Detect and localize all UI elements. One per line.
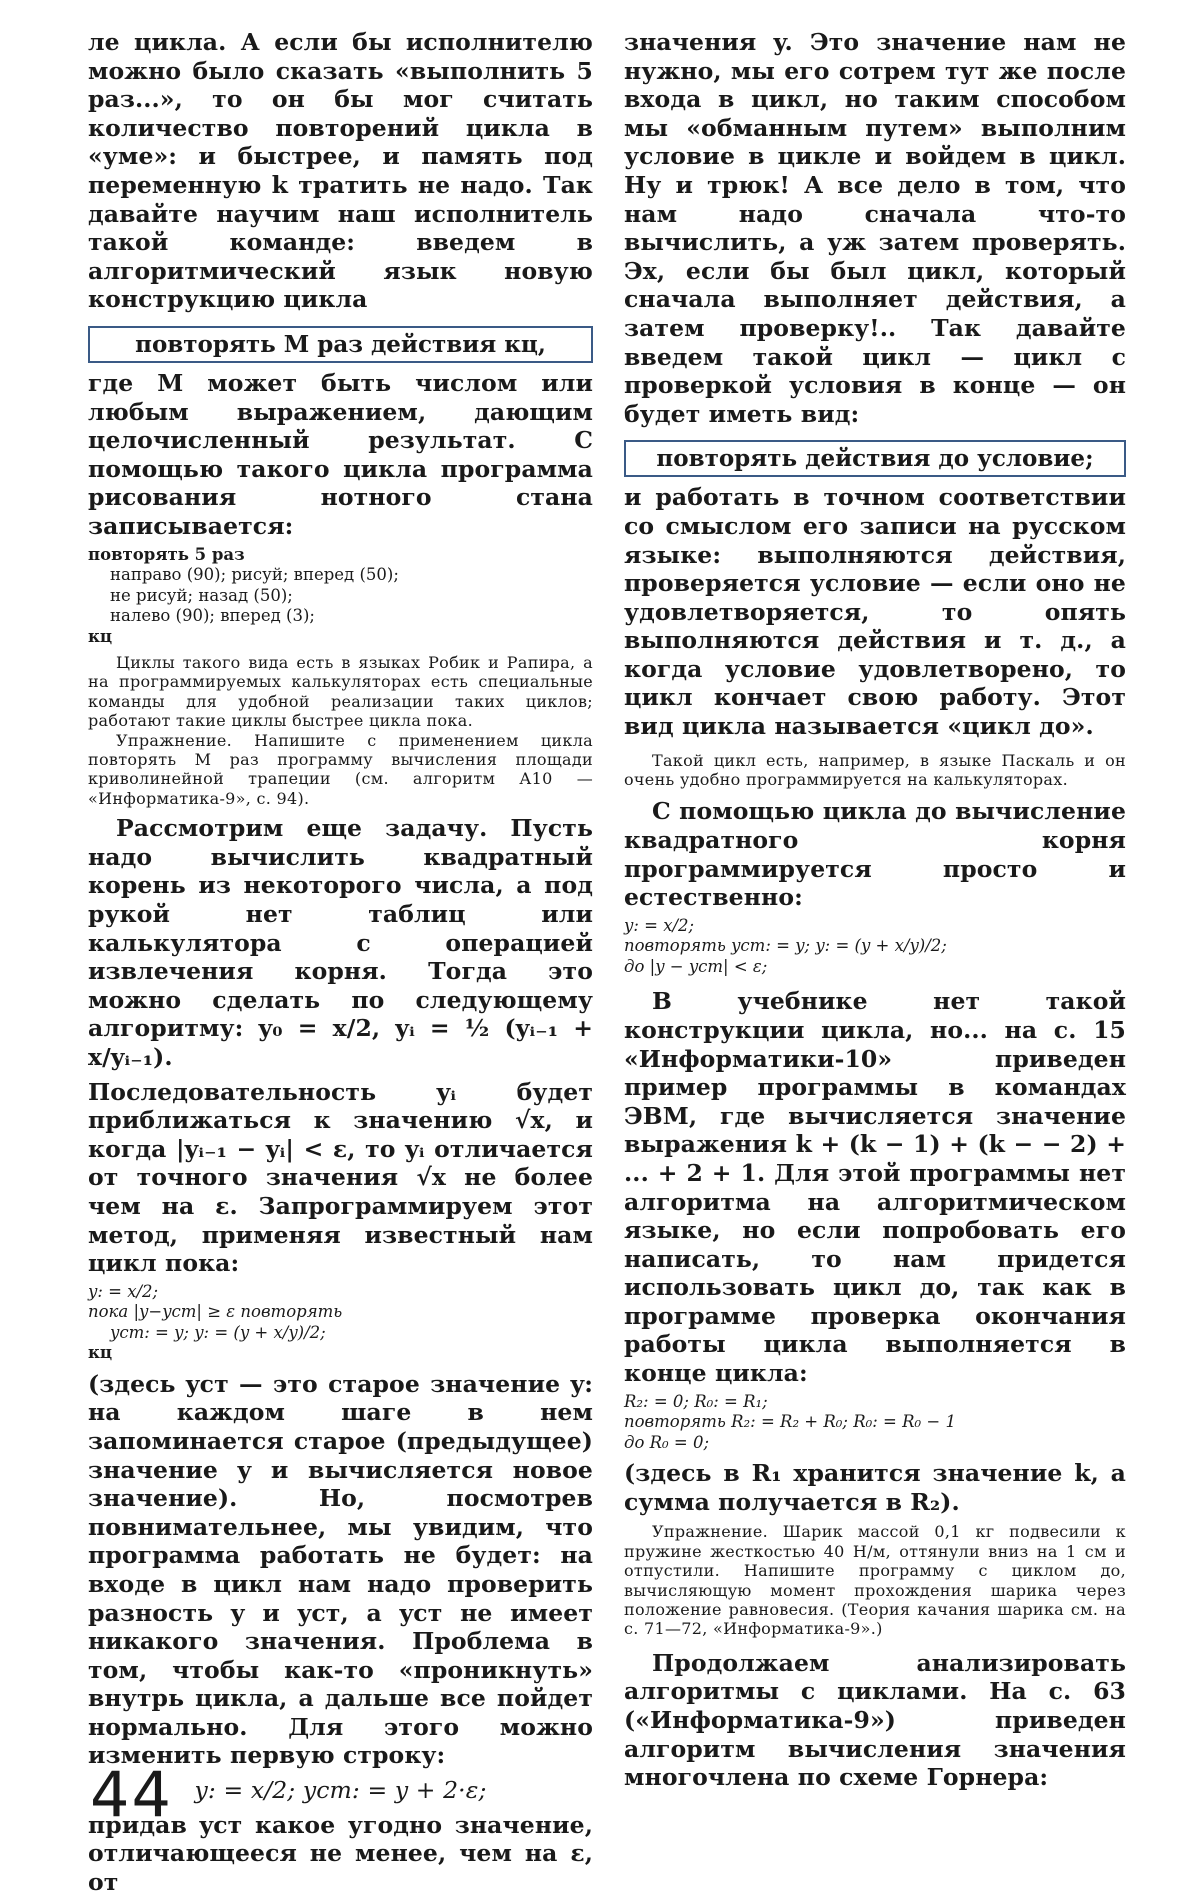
code-line: повторять R₂: = R₂ + R₀; R₀: = R₀ − 1 (624, 1412, 956, 1432)
code-line: y: = x/2; (624, 915, 695, 935)
right-paragraph-5: (здесь в R₁ хранится значение k, а сумма получается в R₂). (624, 1459, 1126, 1516)
right-paragraph-2: и работать в точном соответствии со смыслом его записи на русском языке: выполняются действия, проверяется условие — если оно не удовлетворяется, то опять выполняются действия и т. д., а когда условие удовлетворено, то цикл кончает свою работу. Этот вид цикла называется «цикл до». (624, 483, 1126, 741)
right-paragraph-6: Продолжаем анализировать алгоритмы с циклами. На с. 63 («Информатика-9») приведен алгоритм вычисления значения многочлена по схеме Горнера: (624, 1648, 1126, 1792)
code-line: кц (88, 1343, 113, 1363)
right-exercise-1: Упражнение. Шарик массой 0,1 кг подвесили к пружине жесткостью 40 Н/м, оттянули вниз на 1 см и отпустили. Напишите программу с циклом до, вычисляющую момент прохождения шарика через положение равновесия. (Теория качания шарика см. на с. 71—72, «Информатика-9».) (624, 1522, 1126, 1639)
loop-until-box: повторять действия до условие; (624, 440, 1126, 477)
right-note-1: Такой цикл есть, например, в языке Паскаль и он очень удобно программируется на калькуляторах. (624, 750, 1126, 790)
page-number: 44 (90, 1758, 173, 1831)
left-paragraph-5: (здесь yст — это старое значение y: на каждом шаге в нем запоминается старое (предыдущее) значение y и вычисляется новое значение). Но, посмотрев повнимательнее, мы увидим, что программа работать не будет: на входе в цикл нам надо проверить разность y и yст, а yст не имеет никакого значения. Проблема в том, чтобы как-то «проникнуть» внутрь цикла, а дальше все пойдет нормально. Для этого можно изменить первую строку: (88, 1369, 593, 1770)
code-line: повторять 5 раз (88, 544, 245, 564)
left-paragraph-6: придав yст какое угодно значение, отличающееся не менее, чем на ε, от (88, 1810, 593, 1896)
right-column (624, 28, 1126, 1792)
left-note-1: Циклы такого вида есть в языках Робик и Рапира, а на программируемых калькуляторах есть специальные команды для удобной реализации таких циклов; работают такие циклы быстрее цикла пока. (88, 653, 593, 731)
code-line: кц (88, 626, 113, 646)
code-line: не рисуй; назад (50); (110, 585, 293, 605)
code-line: направо (90); рисуй; вперед (50); (110, 565, 399, 584)
right-paragraph-3: С помощью цикла до вычисление квадратного корня программируется просто и естественно: (624, 797, 1126, 912)
sqrt-while-program (88, 1282, 593, 1364)
right-paragraph-4: В учебнике нет такой конструкции цикла, но... на с. 15 «Информатики-10» приведен пример программы в командах ЭВМ, где вычисляется значение выражения k + (k − 1) + (k − − 2) + ... + 2 + 1. Для этой программы нет алгоритма на алгоритмическом языке, но если попробовать его написать, то нам придется использовать цикл до, так как в программе проверка окончания работы цикла выполняется в конце цикла: (624, 987, 1126, 1388)
right-paragraph-1: значения y. Это значение нам не нужно, мы его сотрем тут же после входа в цикл, но таким способом мы «обманным путем» выполним условие в цикле и войдем в цикл. Ну и трюк! А все дело в том, что нам надо сначала что-то вычислить, а уж затем проверять. Эх, если бы был цикл, который сначала выполняет действия, а затем проверку!.. Так давайте введем такой цикл — цикл с проверкой условия в конце — он будет иметь вид: (624, 28, 1126, 428)
staff-drawing-program (88, 545, 593, 648)
code-line: до |y − yст| < ε; (624, 956, 768, 976)
sum-until-program (624, 1392, 1126, 1454)
left-exercise-1: Упражнение. Напишите с применением цикла повторять М раз программу вычисления площади криволинейной трапеции (см. алгоритм А10 — «Информатика-9», с. 94). (88, 730, 593, 808)
loop-repeat-m-times-box: повторять М раз действия кц, (88, 326, 593, 363)
code-line: yст: = y; y: = (y + x/y)/2; (110, 1322, 326, 1342)
code-line: y: = x/2; (88, 1281, 159, 1301)
sqrt-until-program (624, 916, 1126, 978)
left-column (88, 28, 593, 1896)
modified-first-line-formula: y: = x/2; yст: = y + 2·ε; (194, 1776, 487, 1805)
left-paragraph-1: ле цикла. А если бы исполнителю можно было сказать «выполнить 5 раз...», то он бы мог считать количество повторений цикла в «уме»: и быстрее, и память под переменную k тратить не надо. Так давайте научим наш исполнитель такой команде: введем в алгоритмический язык новую конструкцию цикла (88, 28, 593, 314)
code-line: до R₀ = 0; (624, 1432, 710, 1452)
code-line: налево (90); вперед (3); (110, 606, 315, 625)
code-line: пока |y−yст| ≥ ε повторять (88, 1302, 343, 1322)
left-paragraph-3: Рассмотрим еще задачу. Пусть надо вычислить квадратный корень из некоторого числа, а под рукой нет таблиц или калькулятора с операцией извлечения корня. Тогда это можно сделать по следующему алгоритму: y₀ = x/2, yᵢ = ½ (yᵢ₋₁ + x/yᵢ₋₁). (88, 814, 593, 1071)
left-paragraph-4: Последовательность yᵢ будет приближаться к значению √x, и когда |yᵢ₋₁ − yᵢ| < ε, то yᵢ отличается от точного значения √x не более чем на ε. Запрограммируем этот метод, применяя известный нам цикл пока: (88, 1077, 593, 1278)
code-line: повторять yст: = y; y: = (y + x/y)/2; (624, 936, 947, 956)
code-line: R₂: = 0; R₀: = R₁; (624, 1391, 768, 1411)
left-paragraph-2: где М может быть числом или любым выражением, дающим целочисленный результат. С помощью такого цикла программа рисования нотного стана записывается: (88, 368, 593, 540)
